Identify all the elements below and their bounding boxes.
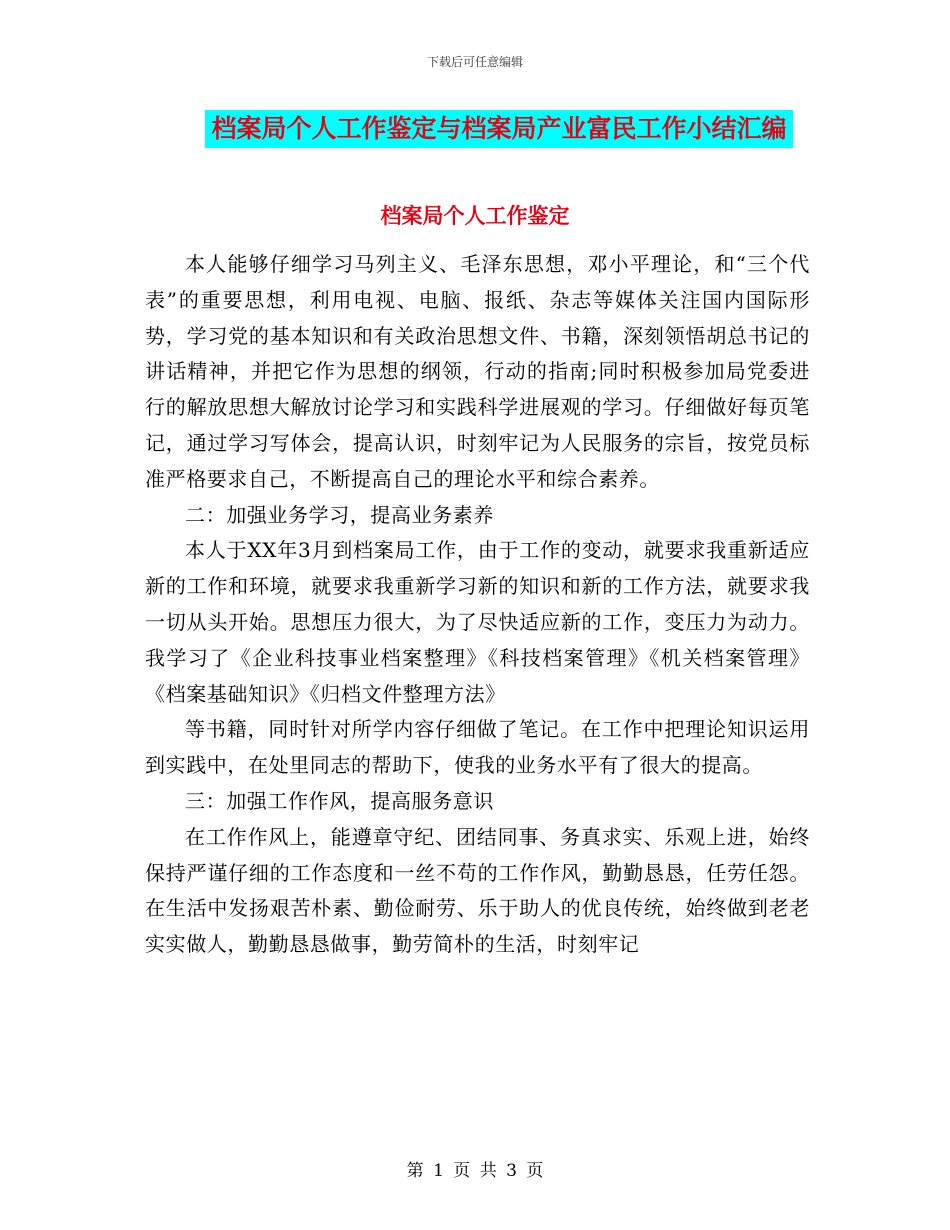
header-note: 下载后可任意编辑 [426, 55, 523, 69]
main-title-wrap [0, 110, 950, 148]
document-main-title: 档案局个人工作鉴定与档案局产业富民工作小结汇编 [205, 110, 792, 148]
paragraph: 在工作作风上，能遵章守纪、团结同事、务真求实、乐观上进，始终保持严谨仔细的工作态度和一丝不苟的工作作风，勤勤恳恳，任劳任怨。在生活中发扬艰苦朴素、勤俭耐劳、乐于助人的优良传统，始终做到老老实实做人，勤勤恳恳做事，勤劳简朴的生活，时刻牢记 [145, 824, 810, 957]
paragraph: 本人于XX年3月到档案局工作，由于工作的变动，就要求我重新适应新的工作和环境，就要求我重新学习新的知识和新的工作方法，就要求我一切从头开始。思想压力很大，为了尽快适应新的工作，变压力为动力。我学习了《企业科技事业档案整理》《科技档案管理》《机关档案管理》《档案基础知识》《归档文件整理方法》 [145, 538, 810, 706]
section-title: 档案局个人工作鉴定 [380, 204, 570, 228]
document-body [145, 247, 810, 963]
paragraph: 等书籍，同时针对所学内容仔细做了笔记。在工作中把理论知识运用到实践中，在处里同志的帮助下，使我的业务水平有了很大的提高。 [145, 717, 810, 778]
paragraph-heading: 二：加强业务学习，提高业务素养 [185, 502, 494, 527]
paragraph: 本人能够仔细学习马列主义、毛泽东思想，邓小平理论，和“三个代表”的重要思想，利用电视、电脑、报纸、杂志等媒体关注国内国际形势，学习党的基本知识和有关政治思想文件、书籍，深刻领悟胡总书记的讲话精神，并把它作为思想的纲领，行动的指南;同时积极参加局党委进行的解放思想大解放讨论学习和实践科学进展观的学习。仔细做好每页笔记，通过学习写体会，提高认识，时刻牢记为人民服务的宗旨，按党员标准严格要求自己，不断提高自己的理论水平和综合素养。 [145, 252, 810, 491]
paragraph-heading: 三：加强工作作风，提高服务意识 [185, 788, 494, 813]
page-footer: 第 1 页 共 3 页 [406, 1161, 544, 1181]
